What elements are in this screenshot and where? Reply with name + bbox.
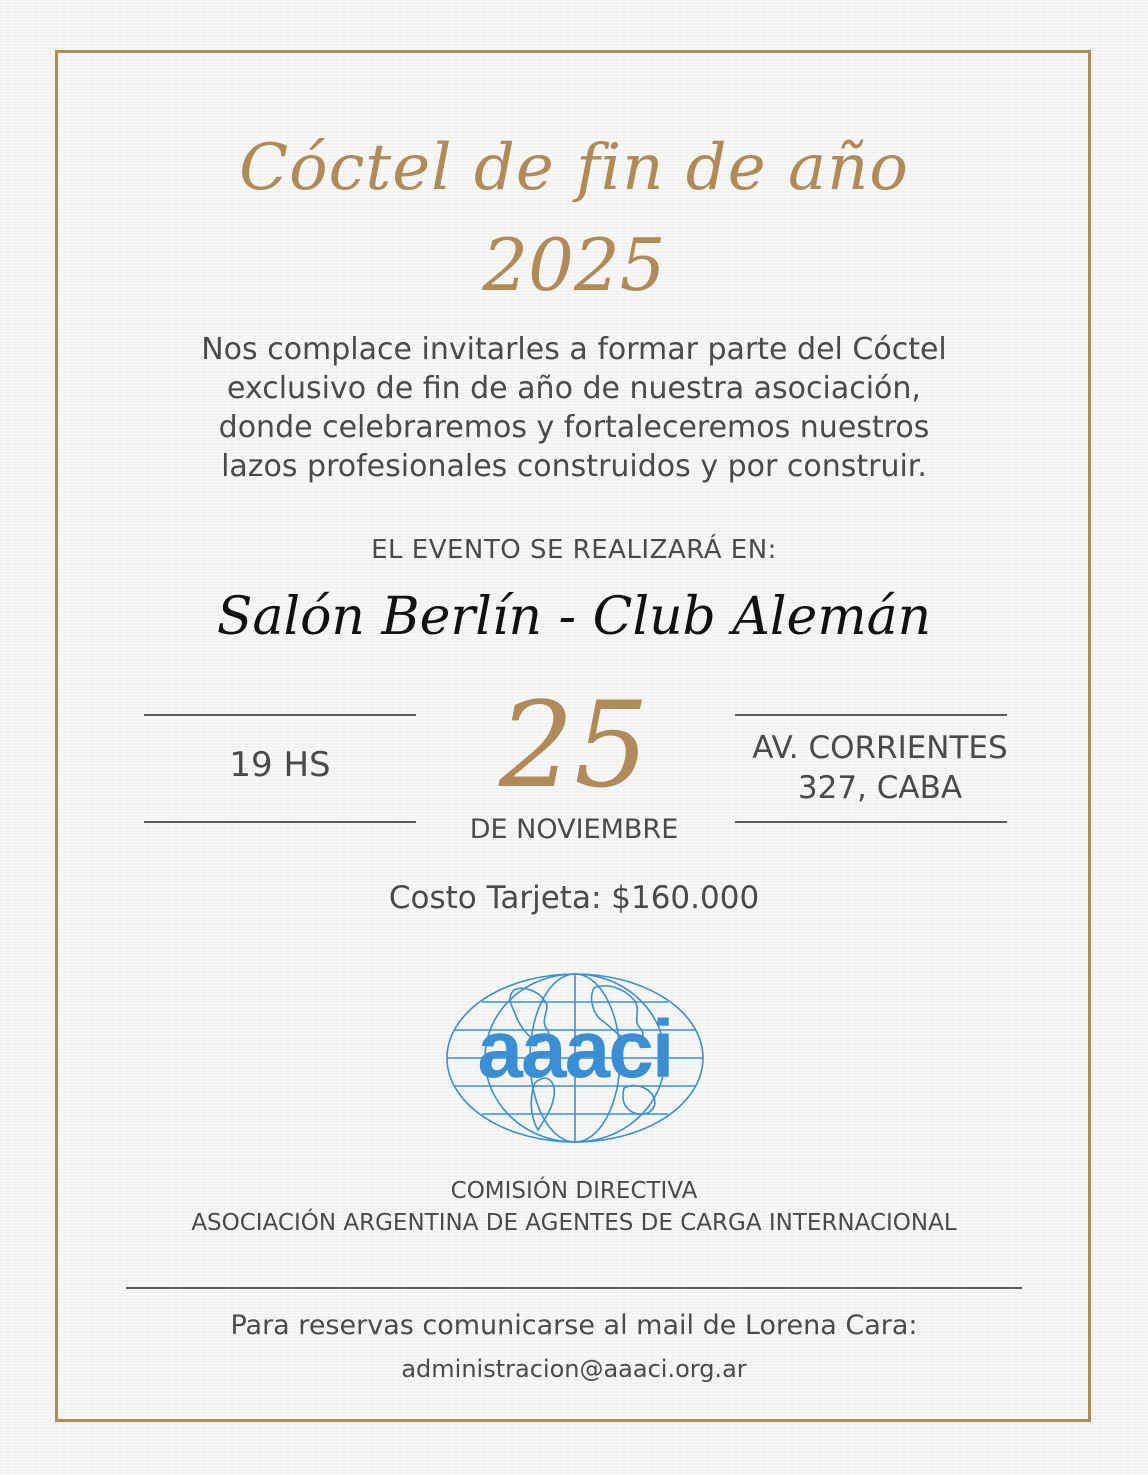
divider-right-top	[735, 714, 1007, 716]
committee-line: ASOCIACIÓN ARGENTINA DE AGENTES DE CARGA INTERNACIONAL	[191, 1210, 957, 1236]
committee-line: COMISIÓN DIRECTIVA	[450, 1178, 698, 1204]
intro-line: Nos complace invitarles a formar parte del Cóctel	[201, 332, 947, 367]
event-day: 25	[498, 676, 650, 814]
contact-text: Para reservas comunicarse al mail de Lorena Cara:	[230, 1310, 918, 1341]
divider-left-bottom	[144, 821, 416, 823]
invitation-year: 2025	[482, 223, 666, 307]
logo-text: aaaci	[477, 1004, 673, 1095]
intro-paragraph	[0, 330, 1148, 486]
divider-right-bottom	[735, 821, 1007, 823]
event-address	[735, 728, 1025, 808]
divider-left-top	[144, 714, 416, 716]
intro-line: lazos profesionales construidos y por construir.	[221, 449, 927, 484]
event-location-label: EL EVENTO SE REALIZARÁ EN:	[371, 535, 777, 565]
committee-block	[0, 1175, 1148, 1239]
event-month: DE NOVIEMBRE	[469, 814, 679, 845]
address-line: 327, CABA	[797, 770, 963, 806]
event-time: 19 HS	[229, 745, 331, 785]
address-line: AV. CORRIENTES	[752, 730, 1008, 766]
contact-email[interactable]: administracion@aaaci.org.ar	[401, 1355, 747, 1383]
intro-line: donde celebraremos y fortaleceremos nuestros	[218, 410, 930, 445]
venue-name: Salón Berlín - Club Alemán	[216, 587, 932, 647]
divider-footer	[126, 1287, 1022, 1289]
intro-line: exclusivo de fin de año de nuestra asociación,	[227, 371, 921, 406]
invitation-title: Cóctel de fin de año	[239, 131, 909, 205]
ticket-cost: Costo Tarjeta: $160.000	[388, 880, 760, 916]
